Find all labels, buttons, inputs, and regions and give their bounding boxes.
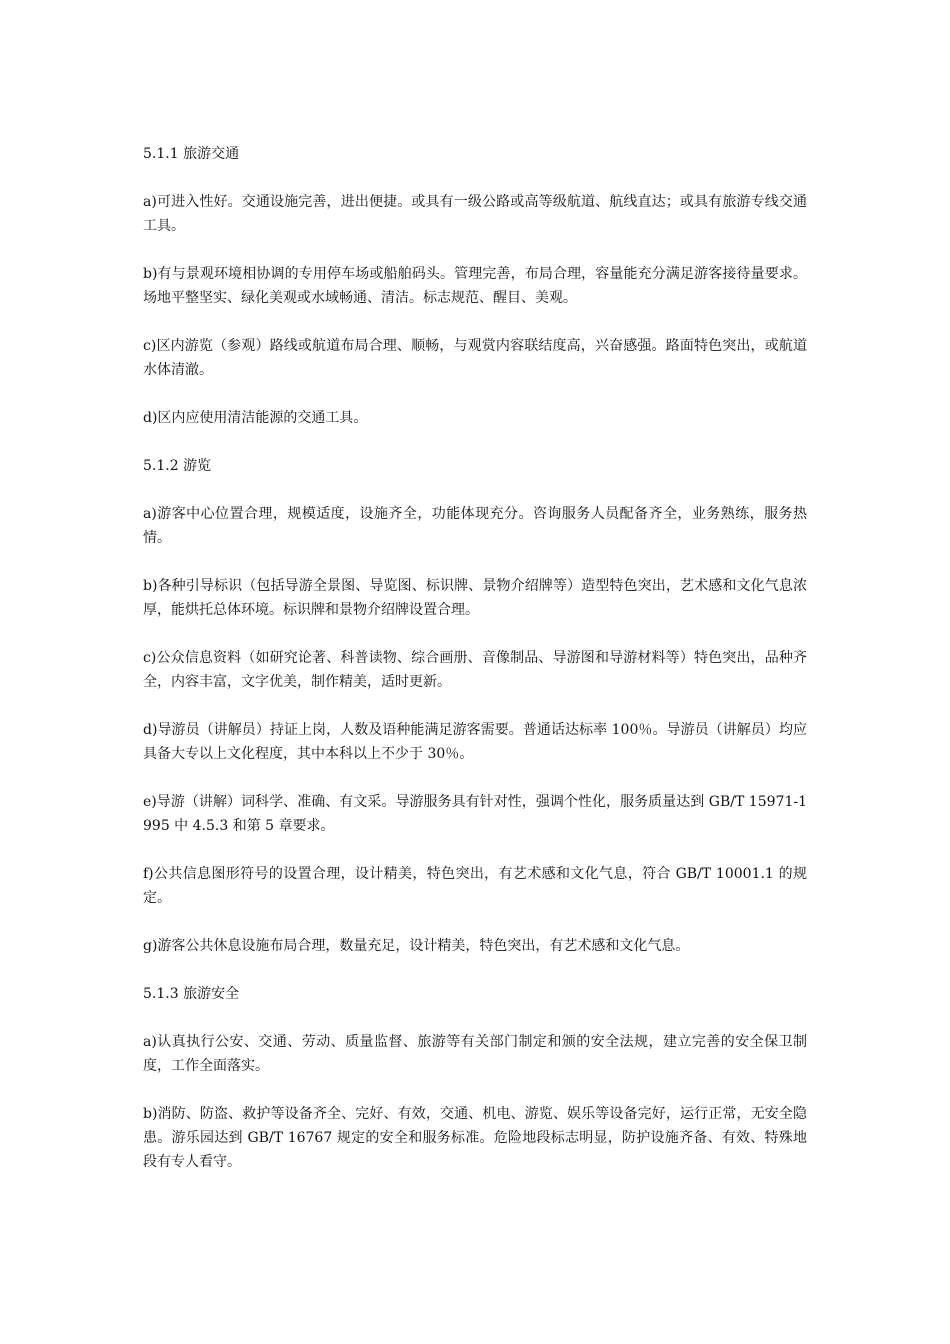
paragraph-5-1-1-b: b)有与景观环境相协调的专用停车场或船舶码头。管理完善，布局合理，容量能充分满足游客接待量要求。场地平整坚实、绿化美观或水域畅通、清洁。标志规范、醒目、美观。 bbox=[143, 266, 807, 306]
paragraph-5-1-2-e: e)导游（讲解）词科学、准确、有文采。导游服务具有针对性，强调个性化，服务质量达到 GB/T 15971-1995 中 4.5.3 和第 5 章要求。 bbox=[143, 794, 807, 834]
paragraph-5-1-1-d: d)区内应使用清洁能源的交通工具。 bbox=[143, 410, 368, 426]
section-heading-5-1-3: 5.1.3 旅游安全 bbox=[143, 986, 240, 1002]
paragraph-5-1-1-c: c)区内游览（参观）路线或航道布局合理、顺畅，与观赏内容联结度高，兴奋感强。路面特色突出，或航道水体清澈。 bbox=[143, 338, 807, 378]
document-page bbox=[143, 142, 807, 1198]
paragraph-5-1-1-a: a)可进入性好。交通设施完善，进出便捷。或具有一级公路或高等级航道、航线直达；或具有旅游专线交通工具。 bbox=[143, 194, 807, 234]
paragraph-5-1-3-a: a)认真执行公安、交通、劳动、质量监督、旅游等有关部门制定和颁的安全法规，建立完善的安全保卫制度，工作全面落实。 bbox=[143, 1034, 807, 1074]
section-heading-5-1-1: 5.1.1 旅游交通 bbox=[143, 146, 240, 162]
paragraph-5-1-2-g: g)游客公共休息设施布局合理，数量充足，设计精美，特色突出，有艺术感和文化气息。 bbox=[143, 938, 690, 954]
paragraph-5-1-2-a: a)游客中心位置合理，规模适度，设施齐全，功能体现充分。咨询服务人员配备齐全，业务熟练，服务热情。 bbox=[143, 506, 807, 546]
section-heading-5-1-2: 5.1.2 游览 bbox=[143, 458, 212, 474]
paragraph-5-1-2-b: b)各种引导标识（包括导游全景图、导览图、标识牌、景物介绍牌等）造型特色突出，艺术感和文化气息浓厚，能烘托总体环境。标识牌和景物介绍牌设置合理。 bbox=[143, 578, 807, 618]
paragraph-5-1-2-f: f)公共信息图形符号的设置合理，设计精美，特色突出，有艺术感和文化气息，符合 GB/T 10001.1 的规定。 bbox=[143, 866, 807, 906]
paragraph-5-1-2-c: c)公众信息资料（如研究论著、科普读物、综合画册、音像制品、导游图和导游材料等）特色突出，品种齐全，内容丰富，文字优美，制作精美，适时更新。 bbox=[143, 650, 807, 690]
paragraph-5-1-3-b: b)消防、防盗、救护等设备齐全、完好、有效，交通、机电、游览、娱乐等设备完好，运行正常，无安全隐患。游乐园达到 GB/T 16767 规定的安全和服务标准。危险地段标志明显，防护设施齐备、有效、特殊地段有专人看守。 bbox=[143, 1106, 807, 1170]
paragraph-5-1-2-d: d)导游员（讲解员）持证上岗，人数及语种能满足游客需要。普通话达标率 100％。导游员（讲解员）均应具备大专以上文化程度，其中本科以上不少于 30％。 bbox=[143, 722, 807, 762]
